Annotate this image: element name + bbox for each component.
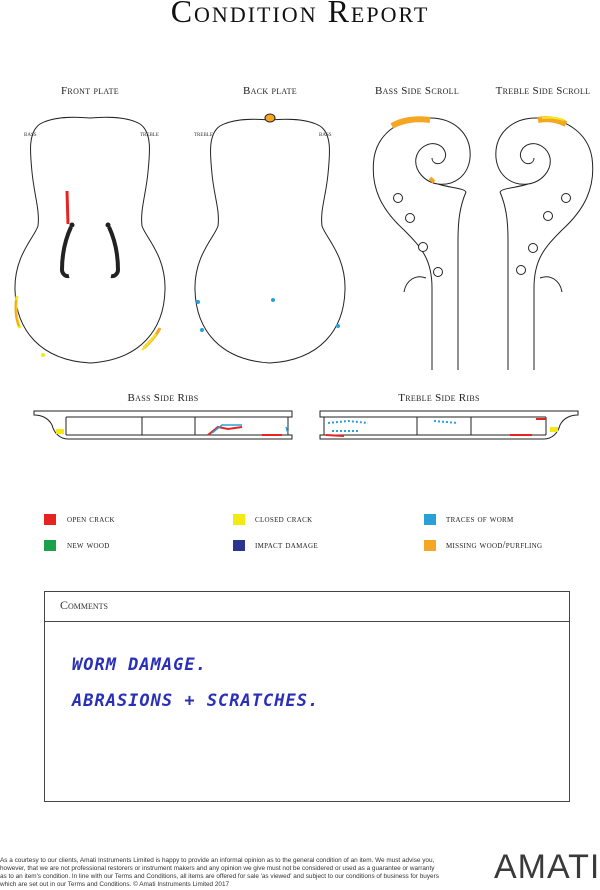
comment-line-2: ABRASIONS + SCRATCHES. bbox=[72, 691, 320, 711]
key-label-traces-of-worm: traces of worm bbox=[446, 514, 514, 525]
back-worm-trace-mark bbox=[196, 300, 200, 304]
front-plate-label: Front plate bbox=[61, 85, 119, 97]
key-label-missing-wood: missing wood/purfling bbox=[446, 540, 543, 551]
page-title: Condition Report bbox=[170, 0, 430, 29]
back-treble-side-label: treble bbox=[194, 130, 213, 138]
key-swatch-new-wood bbox=[44, 540, 56, 551]
front-treble-side-label: treble bbox=[140, 130, 159, 138]
back-bass-side-label: bass bbox=[319, 130, 332, 138]
back-plate-label: Back plate bbox=[243, 85, 297, 97]
key-label-new-wood: new wood bbox=[67, 540, 110, 551]
bass-ribs-open-crack-mark bbox=[208, 427, 242, 435]
comments-header bbox=[44, 591, 570, 622]
bass-ribs-label: Bass Side Ribs bbox=[127, 392, 199, 404]
comment-line-1: WORM DAMAGE. bbox=[72, 655, 207, 675]
front-plate-diagram bbox=[10, 110, 170, 370]
front-bass-side-label: bass bbox=[24, 130, 37, 138]
key-swatch-traces-of-worm bbox=[424, 514, 436, 525]
bass-scroll-label: Bass Side Scroll bbox=[374, 85, 460, 97]
bass-scroll-missing-wood-mark bbox=[392, 119, 430, 126]
key-swatch-impact-damage bbox=[233, 540, 245, 551]
disclaimer-text: As a courtesy to our clients, Amati Instruments Limited is happy to provide an informal opinion as to the general condition of an item. We must advise you, however, that we are not professional restorers or instrument makers and any opinion we give must not be considered or used as a guarantee or warranty as to an item's condition. In line with our Terms and Conditions, all items are offered for sale 'as viewed' and subject to our conditions of business for buyers which are set out in our Terms and Conditions. © Amati Instruments Limited 2017 bbox=[0, 857, 439, 888]
key-label-impact-damage: impact damage bbox=[255, 540, 318, 551]
back-plate-diagram bbox=[190, 110, 350, 370]
bass-ribs-diagram bbox=[32, 405, 294, 445]
key-swatch-missing-wood bbox=[424, 540, 436, 551]
key-swatch-open-crack bbox=[44, 514, 56, 525]
treble-scroll-diagram bbox=[488, 110, 598, 370]
bass-scroll-diagram bbox=[368, 110, 478, 370]
key-label-open-crack: open crack bbox=[67, 514, 115, 525]
comments-title: Comments bbox=[60, 598, 109, 612]
treble-scroll-label: Treble Side Scroll bbox=[495, 85, 591, 97]
treble-ribs-diagram bbox=[318, 405, 580, 445]
amati-logo: AMATI bbox=[494, 848, 600, 886]
front-open-crack-mark bbox=[67, 191, 68, 224]
key-swatch-closed-crack bbox=[233, 514, 245, 525]
treble-ribs-worm-mark bbox=[328, 421, 368, 423]
key-label-closed-crack: closed crack bbox=[255, 514, 313, 525]
treble-ribs-label: Treble Side Ribs bbox=[398, 392, 480, 404]
